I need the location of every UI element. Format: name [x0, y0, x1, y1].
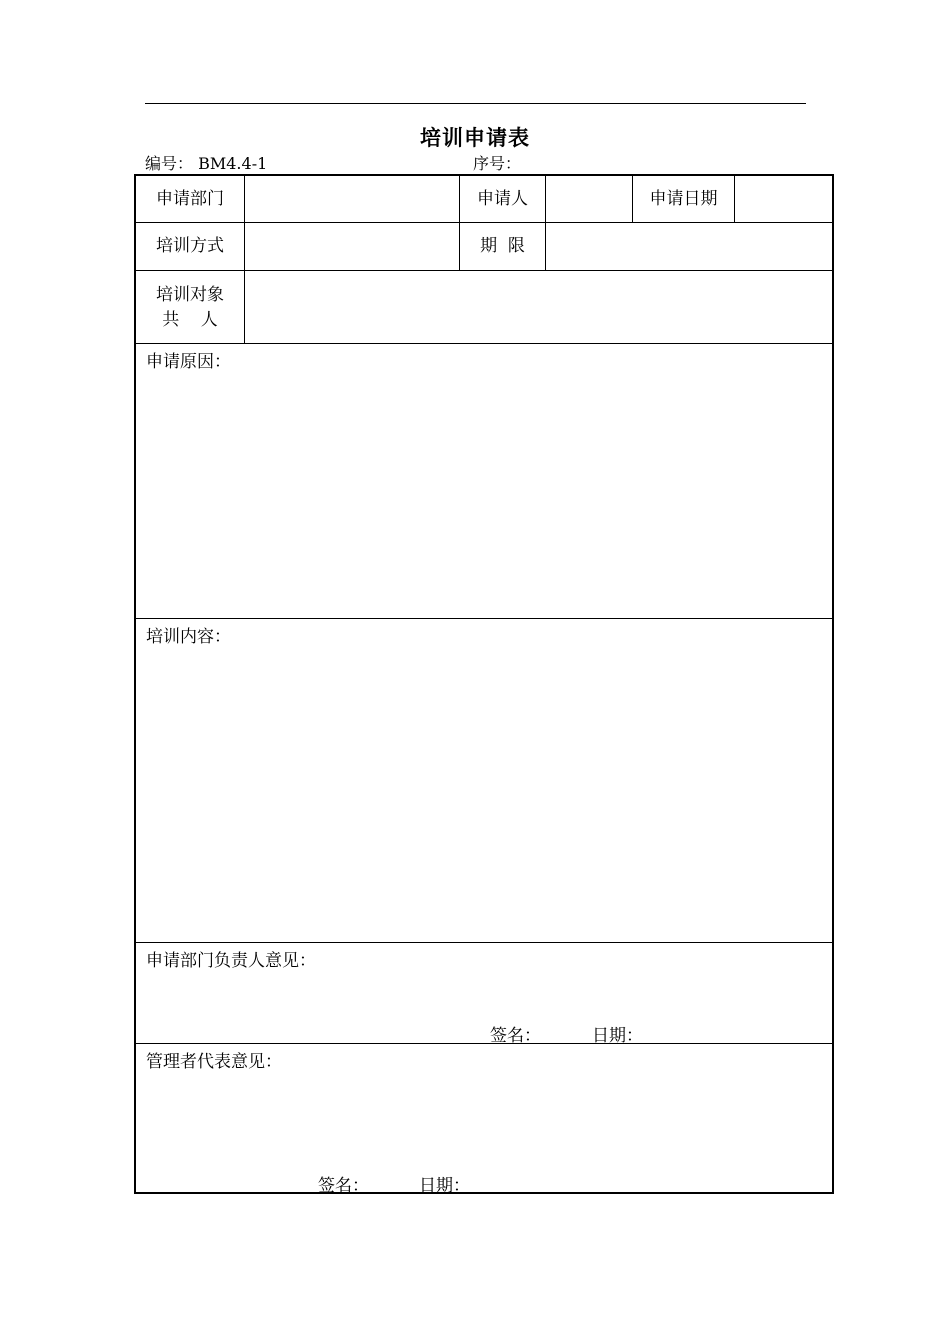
period-label: 期 限 — [480, 236, 525, 256]
row-divider — [136, 343, 832, 344]
mgmt-rep-signature-label: 签名： — [318, 1176, 369, 1196]
application-form — [134, 174, 834, 1194]
training-method-label: 培训方式 — [156, 236, 224, 256]
column-divider — [545, 176, 546, 270]
dept-head-opinion-field[interactable] — [136, 970, 832, 1014]
dept-head-signature-label: 签名： — [490, 1026, 541, 1046]
application-date-label: 申请日期 — [649, 189, 718, 209]
page-title: 培训申请表 — [420, 125, 530, 150]
mgmt-rep-date-label: 日期： — [419, 1176, 470, 1196]
row-divider — [136, 222, 832, 223]
row-divider — [136, 270, 832, 271]
document-number-value: BM4.4-1 — [198, 154, 268, 173]
dept-head-date-label: 日期： — [592, 1026, 643, 1046]
document-number-label: 编号： — [145, 154, 194, 173]
department-label: 申请部门 — [156, 189, 224, 209]
column-divider — [244, 176, 245, 343]
training-target-label: 培训对象 — [156, 285, 224, 305]
column-divider — [734, 176, 735, 222]
application-reason-label: 申请原因： — [146, 352, 231, 372]
serial-number-label: 序号： — [473, 154, 522, 173]
training-content-label: 培训内容： — [146, 627, 231, 647]
participant-count-label: 共 人 — [162, 310, 218, 330]
row-divider — [136, 618, 832, 619]
training-content-field[interactable] — [136, 646, 832, 941]
dept-head-opinion-label: 申请部门负责人意见： — [146, 951, 316, 971]
header-rule — [145, 103, 806, 104]
mgmt-rep-opinion-field[interactable] — [136, 1071, 832, 1161]
serial-number — [473, 151, 566, 174]
mgmt-rep-opinion-label: 管理者代表意见： — [146, 1052, 282, 1072]
application-reason-field[interactable] — [136, 371, 832, 617]
applicant-label: 申请人 — [477, 189, 528, 209]
row-divider — [136, 1043, 832, 1044]
document-number — [145, 151, 267, 174]
row-divider — [136, 942, 832, 943]
